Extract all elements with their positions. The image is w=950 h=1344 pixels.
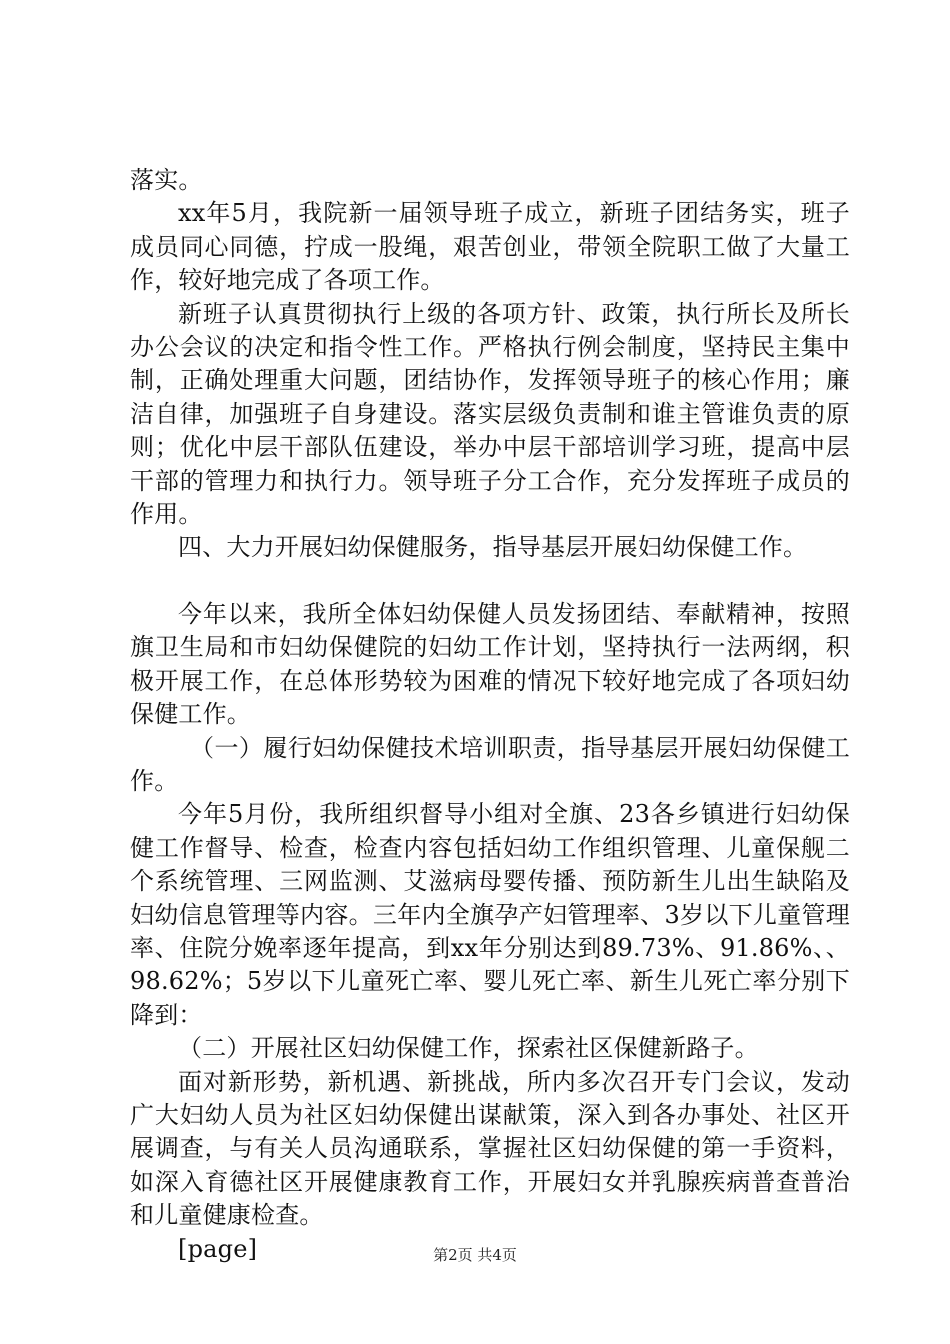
paragraph-new-leadership: xx年5月，我院新一届领导班子成立，新班子团结务实，班子成员同心同德，拧成一股绳，艰苦创业，带领全院职工做了大量工作，较好地完成了各项工作。: [130, 199, 850, 295]
paragraph-community: 面对新形势，新机遇、新挑战，所内多次召开专门会议，发动广大妇幼人员为社区妇幼保健出谋献策，深入到各办事处、社区开展调查，与有关人员沟通联系，掌握社区妇幼保健的第一手资料，如深入育德社区开展健康教育工作，开展妇女并乳腺疾病普查普治和儿童健康检查。: [130, 1067, 850, 1230]
subsection-heading-two: （二）开展社区妇幼保健工作，探索社区保健新路子。: [178, 1034, 759, 1063]
subsection-heading-one: （一）履行妇幼保健技术培训职责，指导基层开展妇幼保健工作。: [130, 733, 850, 795]
paragraph-leadership-duties: 新班子认真贯彻执行上级的各项方针、政策，执行所长及所长办公会议的决定和指令性工作。严格执行例会制度，坚持民主集中制，正确处理重大问题，团结协作，发挥领导班子的核心作用；廉洁自律，加强班子自身建设。落实层级负责制和谁主管谁负责的原则；优化中层干部队伍建设，举办中层干部培训学习班，提高中层干部的管理力和执行力。领导班子分工合作，充分发挥班子成员的作用。: [130, 299, 850, 529]
paragraph-overview: 今年以来，我所全体妇幼保健人员发扬团结、奉献精神，按照旗卫生局和市妇幼保健院的妇幼工作计划，坚持执行一法两纲，积极开展工作，在总体形势较为困难的情况下较好地完成了各项妇幼保健工作。: [130, 599, 850, 729]
page-footer: 第2页 共4页: [433, 1246, 517, 1264]
page-marker: [page]: [178, 1234, 258, 1263]
paragraph-continuation: 落实。: [130, 166, 203, 194]
document-body: [130, 164, 850, 1266]
section-heading-four: 四、大力开展妇幼保健服务，指导基层开展妇幼保健工作。: [178, 533, 808, 562]
paragraph-supervision: 今年5月份，我所组织督导小组对全旗、23各乡镇进行妇幼保健工作督导、检查，检查内容包括妇幼工作组织管理、儿童保舰二个系统管理、三网监测、艾滋病母婴传播、预防新生儿出生缺陷及妇幼信息管理等内容。三年内全旗孕产妇管理率、3岁以下儿童管理率、住院分娩率逐年提高，到xx年分别达到89.73%、91.86%、、98.62%；5岁以下儿童死亡率、婴儿死亡率、新生儿死亡率分别下降到：: [130, 800, 850, 1029]
